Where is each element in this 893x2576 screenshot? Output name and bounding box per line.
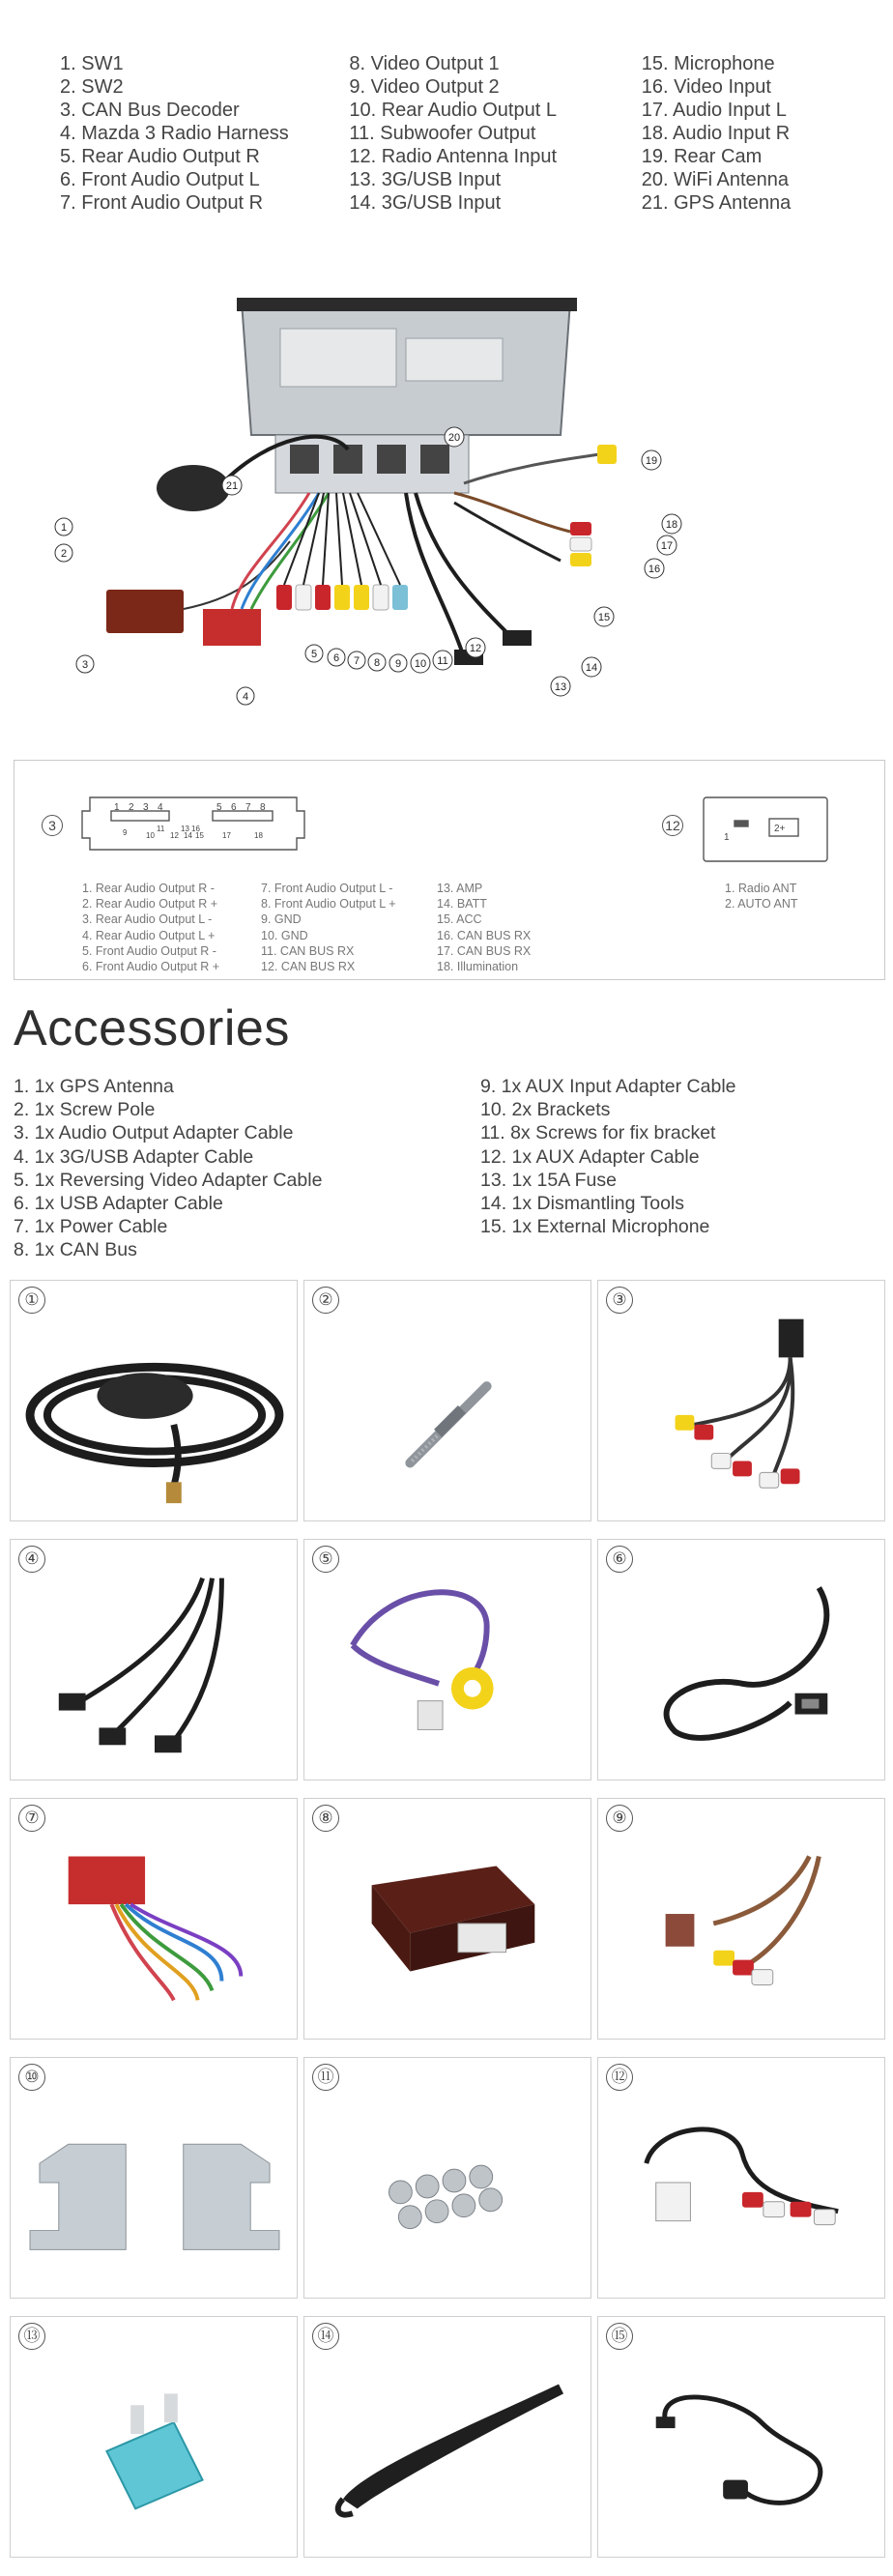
accessory-item: 7. 1x Power Cable	[14, 1216, 168, 1238]
callout-label: 19	[645, 455, 658, 467]
pin-number: 2	[129, 802, 134, 813]
connection-item: 3. CAN Bus Decoder	[60, 100, 240, 121]
pin-number: 4	[158, 802, 163, 813]
pin-item: 8. Front Audio Output L +	[261, 897, 396, 912]
pin-item: 4. Rear Audio Output L +	[82, 928, 216, 942]
callout-label: 4	[242, 691, 249, 703]
item-number: ⑩	[18, 2064, 45, 2091]
pin-number: 1	[114, 802, 120, 813]
accessory-tile-fuse	[10, 2316, 298, 2558]
connection-item: 14. 3G/USB Input	[349, 192, 502, 214]
antenna-connector-drawing	[704, 797, 827, 861]
pin-item: 13. AMP	[437, 882, 483, 895]
power-cable-icon	[11, 1799, 297, 2039]
dismantling-tool-icon	[304, 2317, 591, 2557]
pin-number: 14	[184, 831, 192, 840]
callout-label: 7	[353, 655, 360, 667]
connector-a-number: 3	[42, 815, 63, 836]
pin-number: 17	[222, 831, 231, 840]
pin-number: 13	[181, 825, 189, 833]
pin-number: 6	[231, 802, 237, 813]
pin-number: 5	[216, 802, 222, 813]
antenna-pin-label: 1	[724, 832, 730, 843]
accessory-item: 3. 1x Audio Output Adapter Cable	[14, 1122, 294, 1144]
usb-cable-icon	[598, 1540, 884, 1780]
connection-item: 21. GPS Antenna	[641, 192, 792, 214]
item-number: ⑦	[18, 1805, 45, 1832]
accessory-item: 8. 1x CAN Bus	[14, 1239, 137, 1261]
pin-item: 18. Illumination	[437, 960, 519, 974]
accessory-item: 15. 1x External Microphone	[480, 1216, 710, 1238]
callout-label: 12	[469, 643, 482, 654]
microphone-icon	[598, 2317, 884, 2557]
item-number: ②	[312, 1287, 339, 1314]
pin-number: 3	[143, 802, 149, 813]
pin-item: 2. Rear Audio Output R +	[82, 897, 218, 912]
callout-label: 5	[310, 649, 318, 660]
can-bus-box-icon	[304, 1799, 591, 2039]
pin-number: 7	[245, 802, 251, 813]
callout-label: 9	[394, 658, 402, 670]
connection-item: 11. Subwoofer Output	[349, 123, 536, 144]
aux-input-cable-icon	[598, 1799, 884, 2039]
callout-label: 6	[332, 652, 340, 664]
accessory-tile-aux-input-cable	[597, 1798, 885, 2040]
pin-item: 6. Front Audio Output R +	[82, 960, 220, 974]
connection-list-col3	[642, 52, 833, 215]
head-unit-wiring-diagram	[60, 290, 696, 715]
pin-number: 15	[195, 831, 204, 840]
connection-item: 4. Mazda 3 Radio Harness	[60, 123, 289, 144]
accessory-tile-audio-output-cable	[597, 1280, 885, 1521]
callout-label: 17	[660, 540, 674, 552]
antenna-pin-labels	[724, 824, 786, 843]
connection-item: 2. SW2	[60, 76, 124, 98]
connection-item: 6. Front Audio Output L	[60, 169, 260, 190]
callout-label: 1	[60, 522, 68, 534]
connection-item: 18. Audio Input R	[641, 123, 791, 144]
pin-item: 2. AUTO ANT	[725, 897, 798, 912]
pin-item: 12. CAN BUS RX	[261, 960, 356, 974]
pin-list-col4	[725, 881, 798, 912]
callout-label: 8	[373, 657, 381, 669]
reversing-video-cable-icon	[304, 1540, 591, 1780]
accessories-list-left	[14, 1075, 322, 1262]
item-number: ①	[18, 1287, 45, 1314]
pin-item: 11. CAN BUS RX	[261, 943, 355, 958]
callout-label: 2	[60, 548, 68, 560]
connection-item: 7. Front Audio Output R	[60, 192, 264, 214]
item-number: ⑥	[606, 1546, 633, 1573]
pin-item: 1. Radio ANT	[725, 882, 797, 895]
accessory-item: 11. 8x Screws for fix bracket	[480, 1122, 716, 1144]
fuse-icon	[11, 2317, 297, 2557]
connection-item: 13. 3G/USB Input	[349, 169, 502, 190]
callout-label: 10	[414, 658, 427, 670]
item-number: ⑭	[312, 2323, 339, 2350]
pinout-box	[14, 760, 885, 980]
head-unit-chassis	[237, 298, 577, 493]
accessory-item: 10. 2x Brackets	[480, 1099, 611, 1121]
callout-label: 16	[648, 564, 661, 575]
connection-item: 12. Radio Antenna Input	[349, 146, 557, 167]
pin-number: 10	[146, 831, 155, 840]
item-number: ⑫	[606, 2064, 633, 2091]
callout-label: 11	[437, 655, 448, 667]
screws-icon	[304, 2058, 591, 2298]
connector-b-number: 12	[662, 815, 683, 836]
connection-item: 16. Video Input	[641, 76, 771, 98]
item-number: ③	[606, 1287, 633, 1314]
connection-item: 19. Rear Cam	[641, 146, 763, 167]
connection-item: 20. WiFi Antenna	[641, 169, 790, 190]
accessory-item: 6. 1x USB Adapter Cable	[14, 1193, 223, 1215]
accessory-tile-power-cable	[10, 1798, 298, 2040]
screw-pole-icon	[304, 1281, 591, 1520]
callout-label: 21	[225, 480, 239, 492]
item-number: ⑨	[606, 1805, 633, 1832]
usb-3g-cable-icon	[11, 1540, 297, 1780]
accessory-item: 4. 1x 3G/USB Adapter Cable	[14, 1145, 254, 1168]
callout-label: 14	[585, 662, 598, 674]
pin-number: 18	[254, 831, 263, 840]
usb-cables	[406, 493, 532, 665]
accessory-tile-usb-3g-cable	[10, 1539, 298, 1780]
pin-item: 15. ACC	[437, 912, 482, 927]
connection-legend	[60, 52, 833, 215]
accessory-item: 2. 1x Screw Pole	[14, 1099, 156, 1121]
pin-item: 17. CAN BUS RX	[437, 943, 532, 958]
connection-item: 17. Audio Input L	[641, 100, 787, 121]
accessory-tile-screw-pole	[303, 1280, 591, 1521]
item-number: ④	[18, 1546, 45, 1573]
pin-item: 16. CAN BUS RX	[437, 928, 532, 942]
pin-item: 5. Front Audio Output R -	[82, 943, 216, 958]
pin-item: 14. BATT	[437, 897, 487, 912]
connection-item: 10. Rear Audio Output L	[349, 100, 557, 121]
accessory-tile-brackets	[10, 2057, 298, 2299]
item-number: ⑮	[606, 2323, 633, 2350]
pin-number: 8	[260, 802, 266, 813]
gps-antenna-icon	[11, 1281, 297, 1520]
pin-item: 7. Front Audio Output L -	[261, 882, 393, 895]
accessory-item: 1. 1x GPS Antenna	[14, 1076, 174, 1097]
audio-output-cable-icon	[598, 1281, 884, 1520]
accessories-title: Accessories	[14, 1000, 290, 1056]
accessory-tile-screws	[303, 2057, 591, 2299]
accessory-item: 12. 1x AUX Adapter Cable	[480, 1145, 700, 1168]
accessory-tile-aux-adapter-cable	[597, 2057, 885, 2299]
pin-item: 10. GND	[261, 928, 308, 942]
item-number: ⑤	[312, 1546, 339, 1573]
callout-label: 13	[554, 681, 567, 693]
connection-list-col1	[60, 52, 349, 215]
pin-number: 9	[123, 828, 128, 837]
connection-item: 15. Microphone	[641, 53, 775, 74]
brackets-icon	[11, 2058, 297, 2298]
input-rca-plugs	[454, 445, 617, 566]
connection-item: 5. Rear Audio Output R	[60, 146, 260, 167]
pin-item: 3. Rear Audio Output L -	[82, 912, 213, 927]
connection-item: 8. Video Output 1	[349, 53, 500, 74]
pin-list-col2	[261, 881, 396, 974]
callout-label: 18	[665, 519, 678, 531]
accessory-item: 9. 1x AUX Input Adapter Cable	[480, 1076, 736, 1097]
callout-label: 3	[81, 659, 89, 671]
accessory-item: 5. 1x Reversing Video Adapter Cable	[14, 1169, 323, 1191]
connection-item: 1. SW1	[60, 53, 124, 74]
callout-label: 20	[447, 432, 461, 444]
accessory-tile-gps-antenna	[10, 1280, 298, 1521]
accessory-tile-microphone	[597, 2316, 885, 2558]
callout-label: 15	[597, 612, 611, 623]
connection-item: 9. Video Output 2	[349, 76, 500, 98]
accessory-item: 13. 1x 15A Fuse	[480, 1169, 617, 1191]
pin-number: 12	[170, 831, 179, 840]
item-number: ⑬	[18, 2323, 45, 2350]
wiring-diagram-svg	[60, 290, 696, 715]
item-number: ⑧	[312, 1805, 339, 1832]
accessory-tile-reversing-video-cable	[303, 1539, 591, 1780]
pin-item: 9. GND	[261, 912, 302, 927]
connection-list-col2	[349, 52, 641, 215]
pin-list-col1	[82, 881, 219, 974]
aux-adapter-cable-icon	[598, 2058, 884, 2298]
accessory-item: 14. 1x Dismantling Tools	[480, 1193, 684, 1215]
antenna-pin-label: 2+	[774, 824, 786, 834]
pin-number: 16	[191, 825, 200, 833]
pin-list-col3	[437, 881, 531, 974]
accessory-tile-usb-cable	[597, 1539, 885, 1780]
accessory-tile-can-bus	[303, 1798, 591, 2040]
pin-number: 11	[157, 825, 165, 833]
accessories-list-right	[480, 1075, 736, 1238]
accessory-tile-dismantling-tool	[303, 2316, 591, 2558]
pin-item: 1. Rear Audio Output R -	[82, 882, 215, 895]
item-number: ⑪	[312, 2064, 339, 2091]
